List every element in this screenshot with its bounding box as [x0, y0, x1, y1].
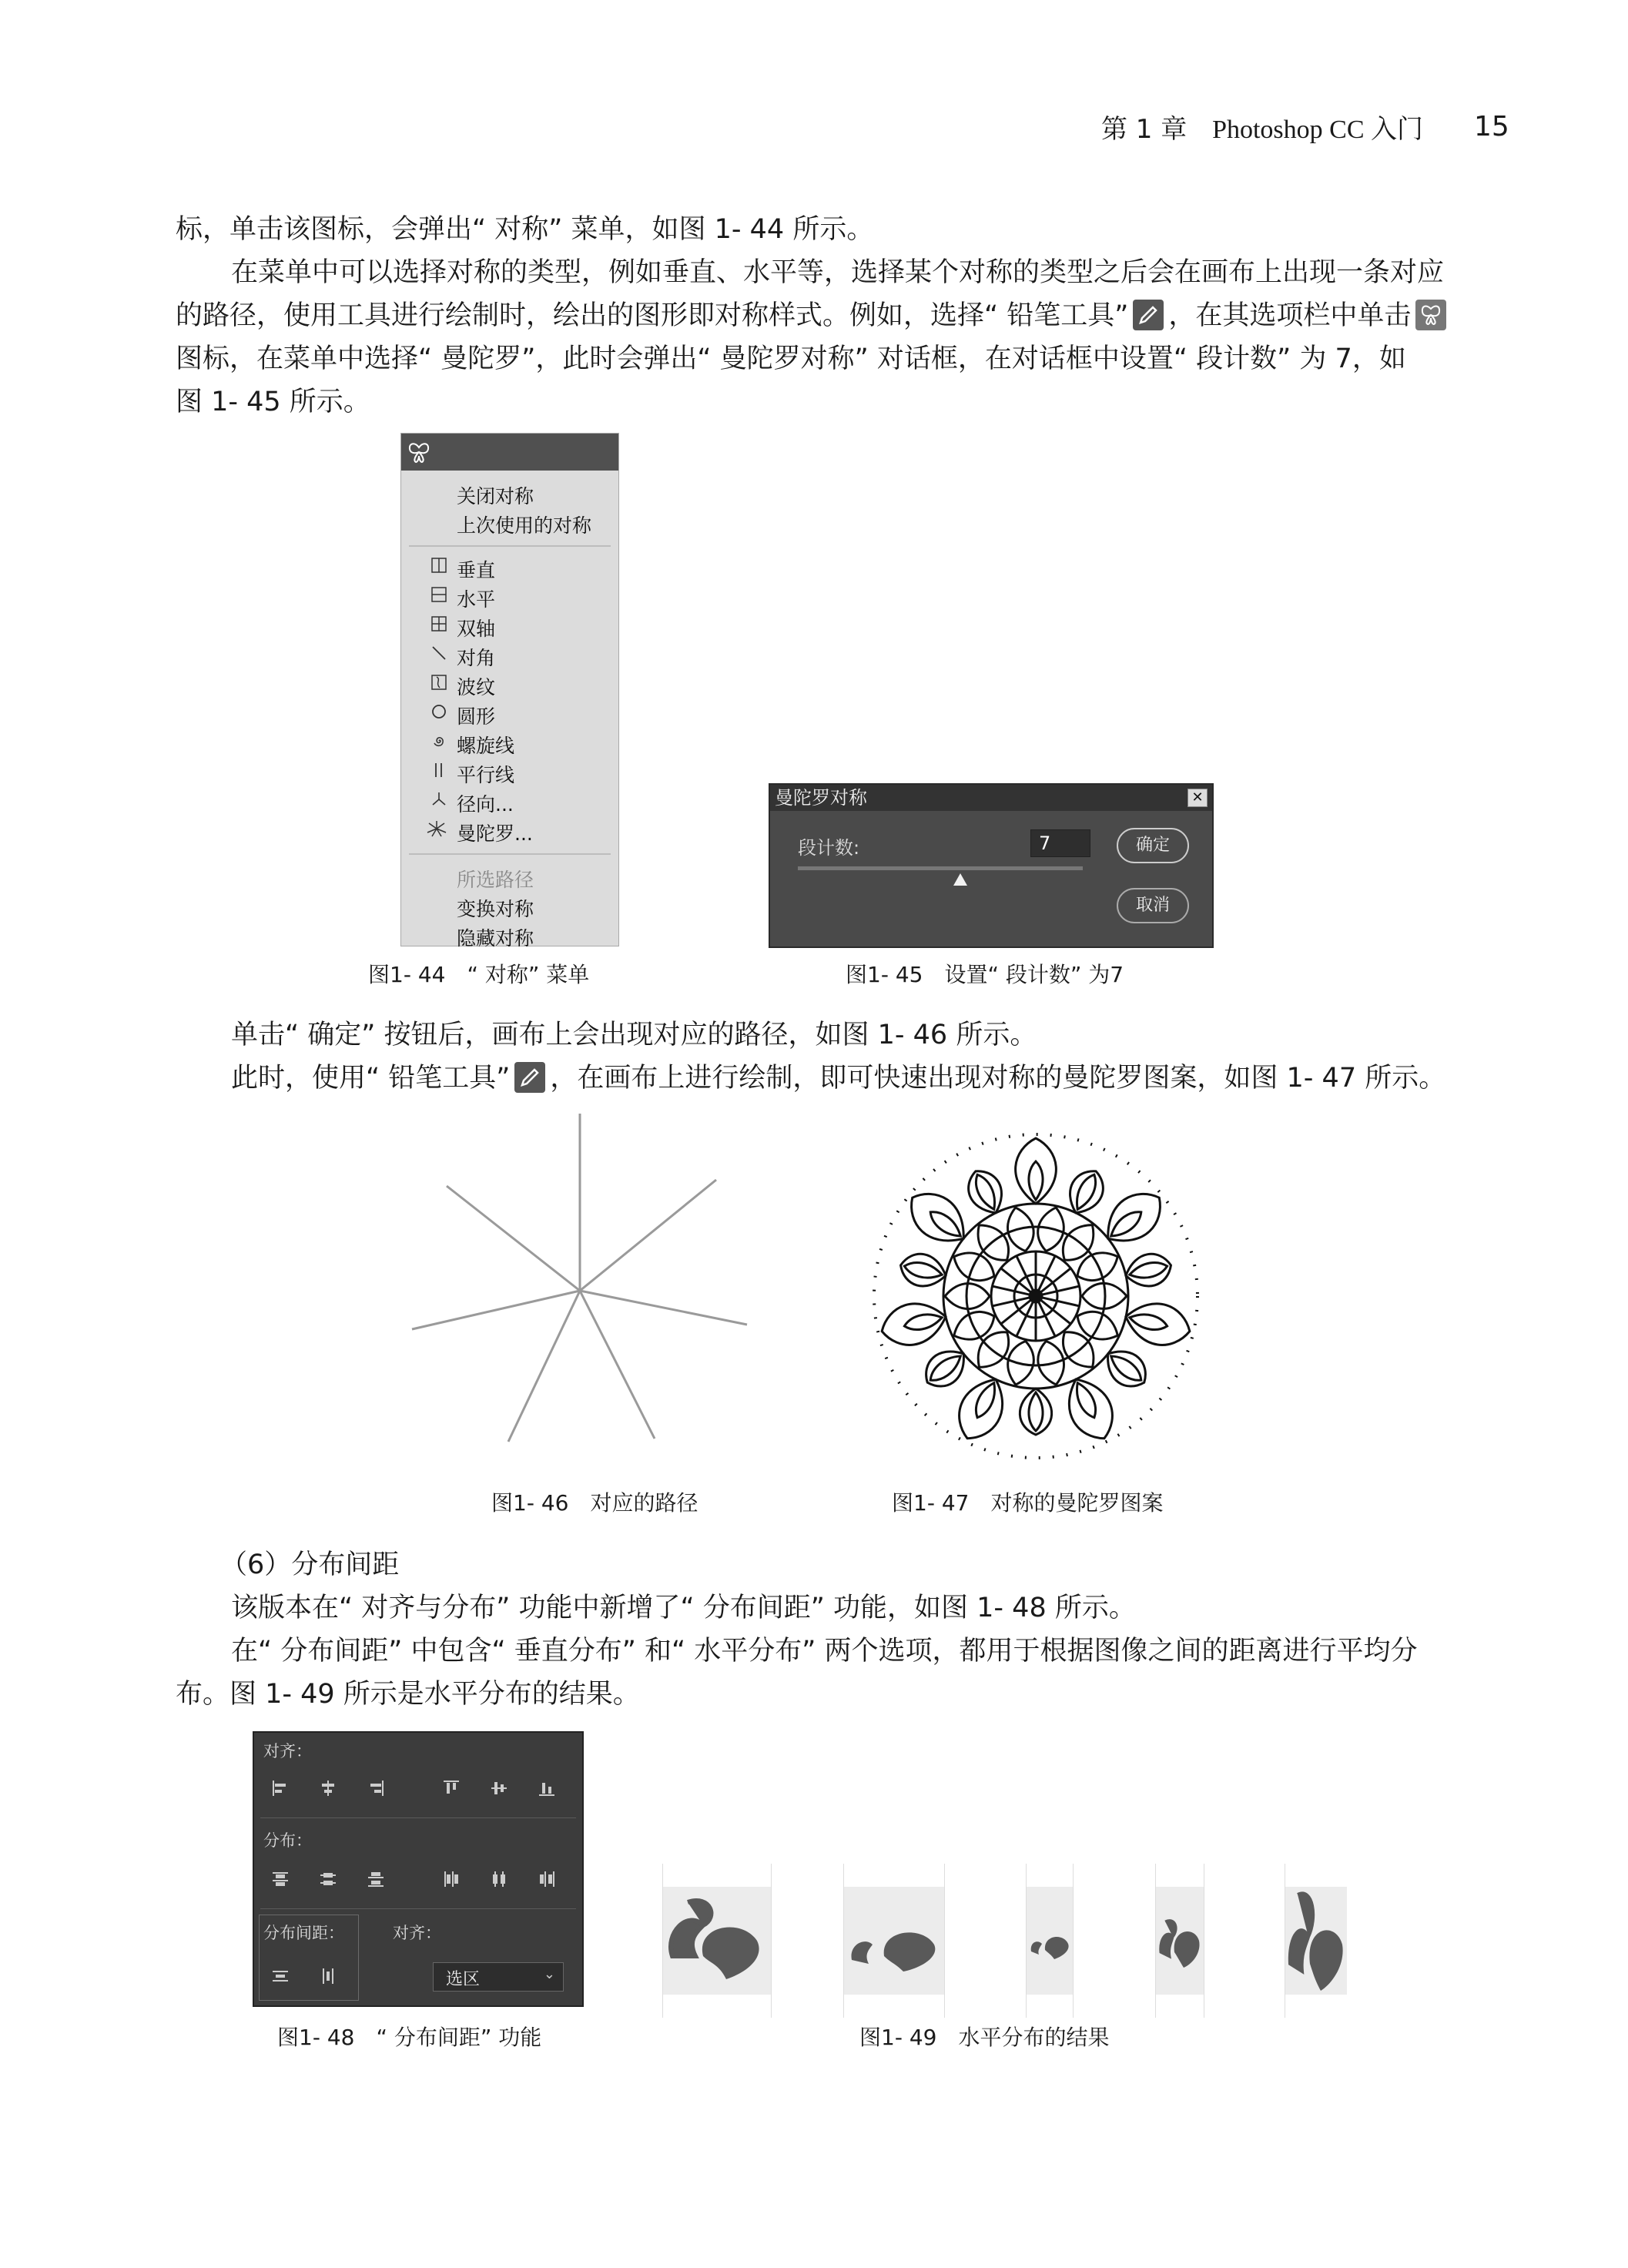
menu-item-spiral[interactable]: 螺旋线 — [457, 735, 515, 757]
radial-icon — [430, 791, 447, 808]
align-horizontal-center-icon[interactable] — [319, 1779, 337, 1797]
menu-item-mandala[interactable]: 曼陀罗... — [457, 822, 533, 845]
segment-slider-track[interactable] — [798, 866, 1083, 870]
menu-item-circle[interactable]: 圆形 — [457, 705, 496, 728]
heart-swirl-shape — [1157, 1906, 1202, 1975]
menu-item-vertical[interactable]: 垂直 — [457, 559, 496, 581]
dual-axis-icon — [430, 615, 447, 632]
slider-thumb-icon[interactable] — [953, 873, 968, 886]
distribute-top-icon[interactable] — [271, 1870, 290, 1888]
menu-item-off[interactable]: 关闭对称 — [457, 485, 534, 508]
distribute-spacing-label: 分布间距： — [263, 1924, 344, 1942]
align-top-icon[interactable] — [442, 1779, 461, 1797]
heart-swirl-shape — [1028, 1925, 1071, 1964]
menu-item-radial[interactable]: 径向... — [457, 793, 514, 816]
pencil-tool-icon — [1133, 300, 1164, 330]
align-right-icon[interactable] — [367, 1779, 385, 1797]
running-header — [1101, 108, 1423, 146]
butterfly-symmetry-icon — [1415, 300, 1446, 330]
paragraph-2-line-3: 图标，在菜单中选择“ 曼陀罗”，此时会弹出“ 曼陀罗对称” 对话框，在对话框中设置“ 段计数” 为 7，如 — [176, 343, 1406, 374]
distribute-horizontal-center-icon[interactable] — [490, 1870, 508, 1888]
close-icon[interactable]: ✕ — [1188, 789, 1208, 807]
paragraph-2-line-2b: ，在其选项栏中单击 — [1168, 300, 1412, 331]
result-strip — [1155, 1864, 1204, 2018]
distribute-vertical-center-icon[interactable] — [319, 1870, 337, 1888]
distribute-horizontal-spacing-icon[interactable] — [319, 1967, 337, 1985]
paragraph-6-line-2: 布。图 1- 49 所示是水平分布的结果。 — [176, 1679, 640, 1710]
align-left-icon[interactable] — [271, 1779, 290, 1797]
align-bottom-icon[interactable] — [538, 1779, 556, 1797]
align-distribute-panel — [253, 1731, 584, 2007]
panel-divider — [260, 1817, 576, 1818]
caption-fig-49: 图1- 49 水平分布的结果 — [859, 2025, 1110, 2050]
caption-fig-47: 图1- 47 对称的曼陀罗图案 — [892, 1490, 1164, 1516]
wavy-icon — [430, 674, 447, 691]
distribute-section-label: 分布： — [263, 1831, 312, 1850]
segment-count-input[interactable]: 7 — [1030, 829, 1090, 857]
menu-item-parallel[interactable]: 平行线 — [457, 764, 515, 786]
cancel-button[interactable]: 取消 — [1117, 888, 1189, 923]
caption-fig-46: 图1- 46 对应的路径 — [491, 1490, 698, 1516]
paragraph-2-line-2 — [176, 294, 1451, 337]
menu-divider — [409, 545, 611, 547]
align-section-label: 对齐： — [263, 1742, 312, 1760]
align-to-label: 对齐： — [393, 1924, 441, 1942]
caption-fig-48: 图1- 48 “ 分布间距” 功能 — [277, 2025, 542, 2050]
menu-item-diagonal[interactable]: 对角 — [457, 647, 496, 669]
caption-fig-45: 图1- 45 设置“ 段计数” 为7 — [846, 962, 1124, 987]
section-heading: （6）分布间距 — [220, 1549, 400, 1580]
menu-item-horizontal[interactable]: 水平 — [457, 588, 496, 611]
result-strip — [1026, 1864, 1074, 2018]
paragraph-2-line-2a: 的路径，使用工具进行绘制时，绘出的图形即对称样式。例如，选择“ 铅笔工具” — [176, 300, 1129, 331]
circle-icon — [430, 703, 447, 720]
menu-divider — [409, 853, 611, 855]
paragraph-6-line-1: 在“ 分布间距” 中包含“ 垂直分布” 和“ 水平分布” 两个选项，都用于根据图像之间的距离进行平均分 — [231, 1636, 1418, 1667]
pencil-tool-icon — [514, 1062, 545, 1093]
mandala-icon — [426, 820, 447, 837]
paragraph-4a: 此时，使用“ 铅笔工具” — [231, 1063, 511, 1094]
diagonal-icon — [430, 645, 447, 662]
heart-swirl-shape — [665, 1887, 769, 1995]
menu-header — [401, 434, 618, 471]
align-to-select-value: 选区 — [446, 1970, 481, 1989]
heart-swirl-shape — [1287, 1879, 1345, 2002]
paragraph-1: 标，单击该图标，会弹出“ 对称” 菜单，如图 1- 44 所示。 — [176, 214, 874, 245]
distribute-left-icon[interactable] — [442, 1870, 461, 1888]
result-strip — [662, 1864, 772, 2018]
result-strip — [1285, 1864, 1347, 2018]
align-to-select[interactable] — [433, 1962, 564, 1992]
align-vertical-center-icon[interactable] — [490, 1779, 508, 1797]
menu-item-selected-path: 所选路径 — [457, 869, 534, 891]
chevron-down-icon: ⌄ — [543, 1966, 555, 1982]
menu-item-hide[interactable]: 隐藏对称 — [457, 927, 534, 950]
segment-count-label: 段计数: — [798, 837, 860, 859]
paragraph-2-line-4: 图 1- 45 所示。 — [176, 387, 370, 417]
symmetry-paths-figure — [400, 1109, 770, 1463]
paragraph-4 — [231, 1057, 1445, 1100]
paragraph-2-line-1: 在菜单中可以选择对称的类型，例如垂直、水平等，选择某个对称的类型之后会在画布上出现一条对应 — [231, 257, 1445, 288]
menu-item-transform[interactable]: 变换对称 — [457, 898, 534, 920]
heart-swirl-shape — [846, 1910, 943, 1979]
ok-button[interactable]: 确定 — [1117, 828, 1189, 863]
dialog-title-bar — [770, 785, 1212, 811]
vertical-symmetry-icon — [430, 557, 447, 574]
panel-divider — [260, 1908, 576, 1909]
horizontal-symmetry-icon — [430, 586, 447, 603]
menu-item-last-used[interactable]: 上次使用的对称 — [457, 514, 592, 537]
paragraph-3: 单击“ 确定” 按钮后，画布上会出现对应的路径，如图 1- 46 所示。 — [231, 1020, 1037, 1050]
spiral-icon — [430, 732, 447, 749]
page-number: 15 — [1474, 111, 1509, 142]
book-title: Photoshop CC 入门 — [1212, 116, 1424, 144]
paragraph-4b: ，在画布上进行绘制，即可快速出现对称的曼陀罗图案，如图 1- 47 所示。 — [550, 1063, 1446, 1094]
dialog-title: 曼陀罗对称 — [775, 787, 867, 809]
distribute-right-icon[interactable] — [538, 1870, 556, 1888]
butterfly-icon — [406, 440, 432, 464]
symmetry-menu — [400, 433, 619, 950]
distribute-vertical-spacing-icon[interactable] — [271, 1967, 290, 1985]
chapter-label: 第 1 章 — [1101, 114, 1188, 145]
menu-item-dual-axis[interactable]: 双轴 — [457, 618, 496, 640]
result-strip — [843, 1864, 945, 2018]
caption-fig-44: 图1- 44 “ 对称” 菜单 — [368, 962, 590, 987]
mandala-pattern-figure — [863, 1123, 1209, 1469]
distribute-bottom-icon[interactable] — [367, 1870, 385, 1888]
menu-item-wavy[interactable]: 波纹 — [457, 676, 496, 698]
paragraph-5: 该版本在“ 对齐与分布” 功能中新增了“ 分布间距” 功能，如图 1- 48 所示。 — [231, 1593, 1136, 1623]
distribution-results-figure — [647, 1864, 1355, 2025]
parallel-lines-icon — [430, 762, 447, 779]
mandala-symmetry-dialog — [769, 783, 1214, 948]
